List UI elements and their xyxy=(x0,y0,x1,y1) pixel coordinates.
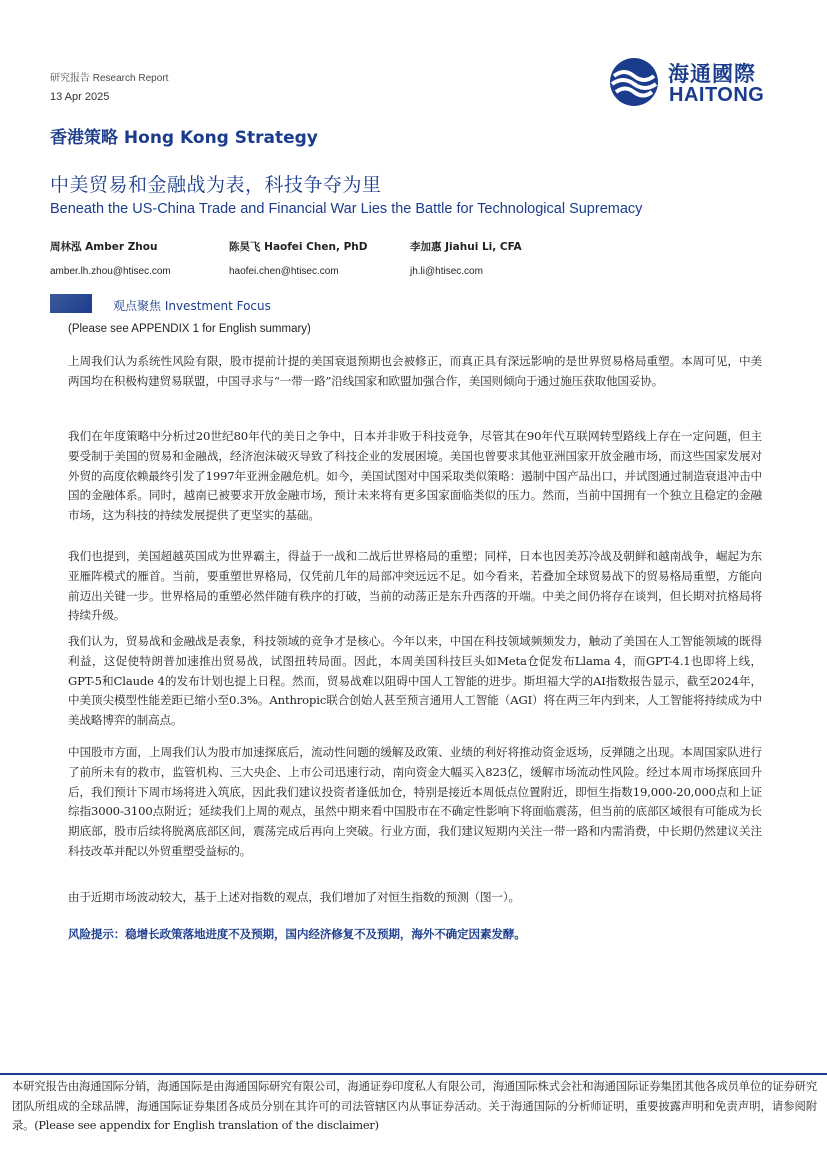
author-email[interactable]: jh.li@htisec.com xyxy=(410,266,483,277)
paragraph: 由于近期市场波动较大，基于上述对指数的观点，我们增加了对恒生指数的预测（图一）。 xyxy=(68,890,520,904)
footer-divider xyxy=(0,1073,827,1075)
focus-marker xyxy=(50,294,92,313)
report-date: 13 Apr 2025 xyxy=(50,91,110,103)
author-name: 李加惠 Jiahui Li, CFA xyxy=(410,241,522,253)
author-email[interactable]: amber.lh.zhou@htisec.com xyxy=(50,266,171,277)
footer-disclaimer: 本研究报告由海通国际分销，海通国际是由海通国际研究有限公司，海通证券印度私人有限公司，海通国际株式会社和海通国际证券集团其他各成员单位的证券研究团队所组成的全球品牌，海通国际证券集团各成员分别在其许可的司法管辖区内从事证券活动。关于海通国际的分析师证明，重要披露声明和免责声明，请参阅附录。(Please see appendix for English translation of the disclaimer) xyxy=(12,1080,817,1132)
report-title-cn: 中美贸易和金融战为表，科技争夺为里 xyxy=(50,174,382,196)
author-jiahui-li xyxy=(410,239,522,277)
author-email[interactable]: haofei.chen@htisec.com xyxy=(229,266,339,277)
haitong-logo-icon xyxy=(608,57,660,107)
logo-en: HAITONG xyxy=(669,84,765,106)
logo-cn: 海通國際 xyxy=(668,62,756,86)
appendix-note: (Please see APPENDIX 1 for English summary) xyxy=(68,323,311,335)
author-name: 周林泓 Amber Zhou xyxy=(50,241,158,253)
author-name: 陈昊飞 Haofei Chen, PhD xyxy=(229,241,368,253)
paragraph: 我们认为，贸易战和金融战是表象，科技领域的竞争才是核心。今年以来，中国在科技领域频频发力，触动了美国在人工智能领域的既得利益，这促使特朗普加速推出贸易战，试图扭转局面。因此，本周美国科技巨头如Meta仓促发布Llama 4，而GPT-4.1也即将上线，GPT-5和Claude 4的发布计划也提上日程。然而，贸易战难以阻碍中国人工智能的进步。斯坦福大学的AI指数报告显示，截至2024年，中美顶尖模型性能差距已缩小至0.3%。Anthropic联合创始人甚至预言通用人工智能（AGI）将在两三年内到来，人工智能将持续成为中美战略博弈的制高点。 xyxy=(68,634,762,728)
author-haofei-chen xyxy=(229,239,368,277)
risk-warning: 风险提示：稳增长政策落地进度不及预期，国内经济修复不及预期，海外不确定因素发酵。 xyxy=(68,927,526,941)
paragraph: 我们在年度策略中分析过20世纪80年代的美日之争中，日本并非败于科技竞争，尽管其在90年代互联网转型路线上存在一定问题，但主要受制于美国的贸易和金融战，经济泡沫破灭导致了科技企业的发展困境。美国也曾要求其他亚洲国家开放金融市场，而这些国家发展对外贸的高度依赖最终引发了1997年亚洲金融危机。如今，美国试图对中国采取类似策略：遏制中国产品出口，并试图通过制造衰退冲击中国的金融体系。同时，越南已被要求开放金融市场，预计未来将有更多国家面临类似的压力。然而，当前中国拥有一个独立且稳定的金融市场，这为科技的持续发展提供了更坚实的基础。 xyxy=(68,429,762,523)
report-type: 研究报告 Research Report xyxy=(50,73,169,84)
author-amber-zhou xyxy=(50,239,171,277)
haitong-logo xyxy=(608,57,778,107)
paragraph: 中国股市方面，上周我们认为股市加速探底后，流动性问题的缓解及政策、业绩的利好将推动资金返场，反弹随之出现。本周国家队进行了前所未有的救市，监管机构、三大央企、上市公司迅速行动，南向资金大幅买入823亿，缓解市场流动性风险。经过本周市场探底回升后，我们预计下周市场将进入筑底，因此我们建议投资者逢低加仓，特别是接近本周低点位置附近，即恒生指数19,000-20,000点和上证综指3000-3100点附近；延续我们上周的观点，虽然中期来看中国股市在不确定性影响下将面临震荡，但当前的底部区域很有可能成为长期底部，股市后续将脱离底部区间，震荡完成后再向上突破。行业方面，我们建议短期内关注一带一路和内需消费，中长期仍然建议关注科技改革并配以外贸重塑受益标的。 xyxy=(68,745,762,858)
report-title-en: Beneath the US-China Trade and Financial War Lies the Battle for Technological Supremacy xyxy=(50,201,643,217)
section-title: 香港策略 Hong Kong Strategy xyxy=(50,128,318,148)
investment-focus-heading: 观点聚焦 Investment Focus xyxy=(113,299,271,313)
paragraph: 上周我们认为系统性风险有限，股市提前计提的美国衰退预期也会被修正，而真正具有深远影响的是世界贸易格局重塑。本周可见，中美两国均在积极构建贸易联盟，中国寻求与“一带一路”沿线国家和欧盟加强合作，美国则倾向于通过施压获取他国妥协。 xyxy=(68,354,762,388)
paragraph: 我们也提到，美国超越英国成为世界霸主，得益于一战和二战后世界格局的重塑；同样，日本也因美苏冷战及朝鲜和越南战争，崛起为东亚雁阵模式的雁首。当前，要重塑世界格局，仅凭前几年的局部冲突远远不足。如今看来，若叠加全球贸易战下的贸易格局重塑，方能向前迈出关键一步。世界格局的重塑必然伴随有秩序的打破，当前的动荡正是东升西落的开端。中美之间仍将存在谈判，但长期对抗格局将持续升级。 xyxy=(68,549,762,623)
